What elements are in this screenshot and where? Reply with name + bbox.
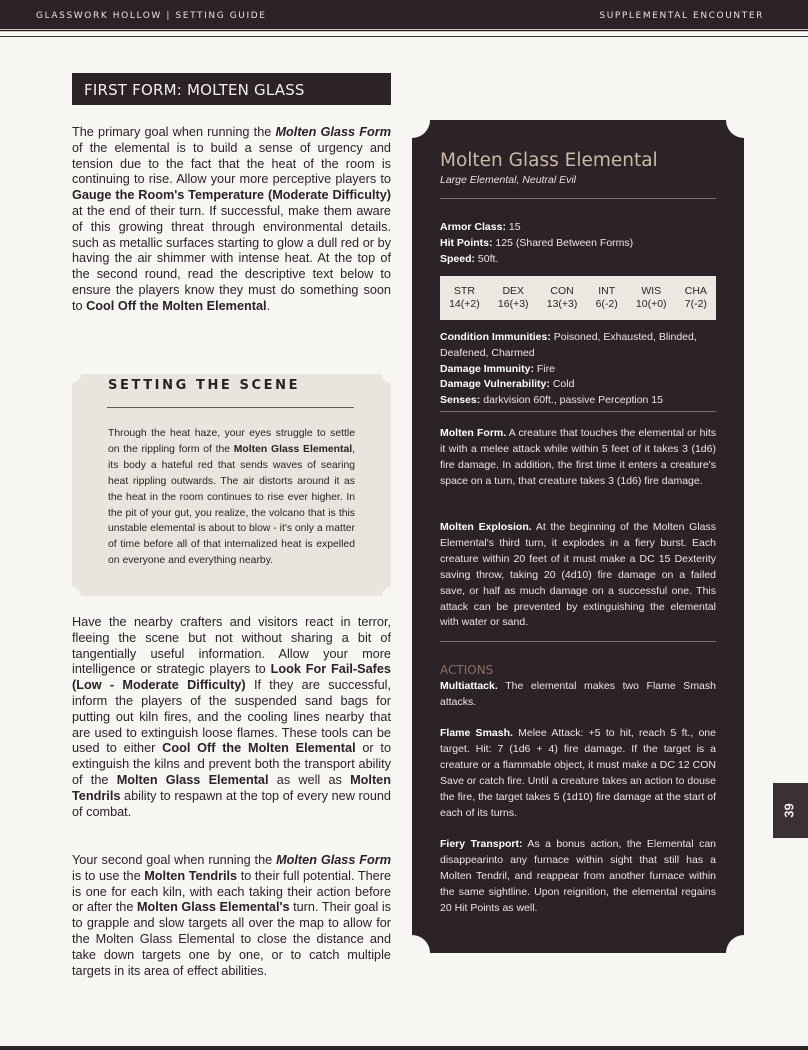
emphasis: Molten Glass Elemental bbox=[116, 772, 269, 787]
ability-cha: CHA 7(-2) bbox=[684, 285, 707, 310]
text-run: or to extinguish the kilns and prevent both the transport ability of the bbox=[72, 741, 391, 787]
armor-class: Armor Class: 15 bbox=[440, 221, 521, 233]
scene-divider bbox=[107, 407, 354, 408]
page-number-tab bbox=[773, 783, 808, 838]
corner-cut bbox=[63, 587, 81, 605]
ability-scores bbox=[440, 276, 716, 320]
hit-points: Hit Points: 125 (Shared Between Forms) bbox=[440, 236, 634, 249]
text-run: turn. Their goal is to grapple and slow targets all over the map to allow for the Molten Glass Elemental to close the distance and take down targets one by one, or to catch multiple targets in its area of effect abilities. bbox=[72, 900, 391, 978]
stat-divider bbox=[440, 198, 716, 199]
action-flame-smash: Flame Smash. Melee Attack: +5 to hit, reach 5 ft., one target. Hit: 7 (1d6 + 4) fire damage. If the target is a creature or a flammable object, it must make a DC 12 CON Save or catch fire. Until a creature takes an action to douse the fire, the target takes 5 (1d10) fire damage at the start of each of its turns. bbox=[440, 727, 716, 819]
senses: Senses: darkvision 60ft., passive Perception 15 bbox=[440, 394, 663, 407]
trait-molten-explosion: Molten Explosion. At the beginning of the Molten Glass Elemental's third turn, it explodes in a fiery burst. Each creature within 20 feet of it must make a DC 15 Dexterity saving throw, taking 20 (4d10) fire damage on a failed save, or half as much damage on a successful one. This attack can be prevented by extinguishing the elemental with water or sand. bbox=[440, 521, 716, 629]
text-run: of the elemental is to build a sense of urgency and tension due to the fact that the heat of the room is continuing to rise. Allow your more perceptive players to bbox=[72, 140, 391, 187]
emphasis: Molten Glass Elemental bbox=[233, 443, 353, 455]
emphasis: Molten Tendrils bbox=[144, 868, 238, 883]
text-run: at the end of their turn. If successful, make them aware of this growing threat through environmental details. such as metallic surfaces starting to glow a dull red or by having the air shimmer with intense heat. At the top of the second round, read the descriptive text below to ensure the players know they must do something soon to bbox=[72, 203, 391, 313]
ability-con: CON 13(+3) bbox=[546, 285, 578, 310]
page-number: 39 bbox=[781, 803, 797, 818]
actions-heading: ACTIONS bbox=[440, 663, 494, 677]
text-run: as well as bbox=[268, 772, 351, 787]
scene-text bbox=[108, 426, 355, 569]
stat-divider bbox=[440, 411, 716, 412]
header-left-title: GLASSWORK HOLLOW | SETTING GUIDE bbox=[36, 11, 267, 21]
header-bar bbox=[0, 0, 808, 32]
ability-dex: DEX 16(+3) bbox=[497, 285, 529, 310]
ability-str: STR 14(+2) bbox=[449, 285, 480, 310]
basic-stats bbox=[440, 220, 716, 267]
emphasis: Cool Off the Molten Elemental bbox=[86, 298, 267, 313]
stat-divider bbox=[440, 641, 716, 642]
emphasis: Cool Off the Molten Elemental bbox=[162, 741, 356, 756]
text-run: to their full potential. There is one for each kiln, with each taking their action before or after the bbox=[72, 868, 392, 915]
notch bbox=[726, 935, 762, 971]
action-fiery-transport: Fiery Transport: As a bonus action, the Elemental can disappearinto any furnace within sight that still has a Molten Tendril, and reappear from another furnace within the same sightline. Upon reignition, the elemental regains 20 Hit Points as well. bbox=[440, 838, 716, 914]
monster-type: Large Elemental, Neutral Evil bbox=[440, 174, 576, 186]
ability-wis: WIS 10(+0) bbox=[635, 285, 667, 310]
text-run: Through the heat haze, your eyes struggle to settle on the rippling form of the bbox=[108, 428, 355, 455]
emphasis: Gauge the Room's Temperature (Moderate Difficulty) bbox=[72, 188, 391, 203]
text-run: Have the nearby crafters and visitors react in terror, fleeing the scene but not without sharing a bit of tangentially useful information. Allow your more intelligence or strategic players to bbox=[72, 615, 391, 677]
text-run: ability to respawn at the top of every new round of combat. bbox=[72, 788, 391, 819]
emphasis: Molten Tendrils bbox=[72, 772, 391, 803]
paragraph-intro bbox=[72, 125, 391, 315]
setting-the-scene-box bbox=[72, 374, 391, 596]
text-run: If they are successful, inform the players of the suspended sand bags for putting out kiln fires, and the cooling lines nearby that are used to extinguish loose flames. These tools can be used to either bbox=[72, 678, 391, 756]
emphasis: Molten Glass Form bbox=[275, 125, 391, 139]
scene-title: SETTING THE SCENE bbox=[108, 378, 301, 393]
text-run: is to use the bbox=[72, 868, 145, 883]
emphasis: Molten Glass Elemental's bbox=[136, 900, 290, 915]
corner-cut bbox=[63, 365, 81, 383]
text-run: . bbox=[266, 298, 271, 313]
header-right-title: SUPPLEMENTAL ENCOUNTER bbox=[599, 11, 764, 21]
condition-immunities: Condition Immunities: Poisoned, Exhausted, Blinded, Deafened, Charmed bbox=[440, 331, 697, 359]
text-run: , its body a hateful red that sends waves of searing heat rippling outwards. The air distorts around it as the heat in the room continues to rise ever higher. In the pit of your gut, you realize, the volcano that is this unstable elemental is about to blow - it's only a matter of time before all of that internalized heat is expelled on everyone and everything nearby. bbox=[108, 443, 355, 567]
defenses bbox=[440, 330, 716, 409]
notch bbox=[394, 935, 430, 971]
corner-cut bbox=[382, 365, 400, 383]
action-multiattack: Multiattack. The elemental makes two Flame Smash attacks. bbox=[440, 680, 716, 708]
stat-block bbox=[412, 120, 744, 953]
notch bbox=[726, 102, 762, 138]
ability-int: INT 6(-2) bbox=[595, 285, 618, 310]
paragraph-second-goal bbox=[72, 853, 391, 979]
corner-cut bbox=[382, 587, 400, 605]
section-title: FIRST FORM: MOLTEN GLASS bbox=[72, 73, 391, 105]
header-rule bbox=[0, 36, 808, 37]
monster-name: Molten Glass Elemental bbox=[440, 150, 658, 171]
paragraph-crafters bbox=[72, 615, 391, 820]
speed: Speed: 50ft. bbox=[440, 252, 499, 265]
trait-molten-form: Molten Form. A creature that touches the elemental or hits it with a melee attack while within 5 feet of it takes 3 (1d6) fire damage. In addition, the first time it enters a creature's space on a turn, that creature takes 3 (1d6) fire damage. bbox=[440, 427, 716, 487]
damage-vulnerability: Damage Vulnerability: Cold bbox=[440, 378, 575, 391]
damage-immunity: Damage Immunity: Fire bbox=[440, 362, 555, 375]
text-run: Your second goal when running the bbox=[72, 853, 277, 867]
emphasis: Look For Fail-Safes (Low - Moderate Difficulty) bbox=[72, 662, 391, 693]
notch bbox=[394, 102, 430, 138]
footer-bar bbox=[0, 1046, 808, 1050]
emphasis: Molten Glass Form bbox=[276, 853, 391, 867]
text-run: The primary goal when running the bbox=[72, 125, 276, 139]
